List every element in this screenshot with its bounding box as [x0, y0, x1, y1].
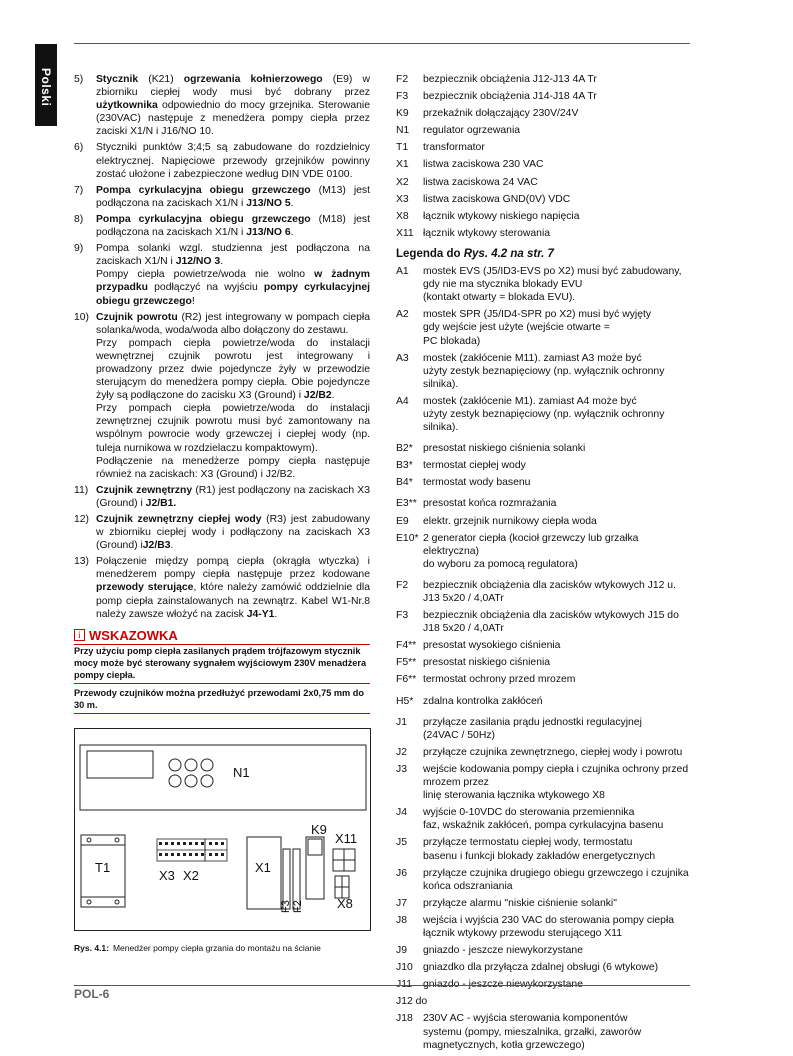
legend-title: Legenda do Rys. 4.2 na str. 7 — [396, 247, 554, 260]
legend-code: F4** — [396, 640, 417, 652]
legend-code: J8 — [396, 914, 407, 926]
legend-row — [396, 836, 696, 862]
legend-row — [396, 944, 696, 957]
legend-row — [396, 961, 696, 974]
legend-code: A2 — [396, 309, 409, 321]
list-item-number: 5) — [74, 74, 84, 85]
legend-code: F3 — [396, 610, 409, 622]
list-item-text: Pompa cyrkulacyjna obiegu grzewczego (M13) jest podłączona na zaciskach X1/N i J13/NO 5. — [96, 184, 370, 209]
legend-row — [396, 867, 696, 893]
legend-code: B3* — [396, 460, 413, 472]
legend-description: listwa zaciskowa 230 VAC — [423, 159, 544, 171]
legend-code: F5** — [396, 657, 417, 669]
legend-row — [396, 673, 696, 686]
left-column — [74, 73, 370, 717]
legend-row — [396, 639, 696, 652]
warning-line-2: Przewody czujników można przedłużyć przewodami 2x0,75 mm do 30 m. — [74, 687, 370, 714]
legend-description: łącznik wtykowy niskiego napięcia — [423, 210, 580, 222]
legend-row — [396, 442, 696, 455]
legend-description: 2 generator ciepła (kocioł grzewczy lub grzałka elektryczna) do wyboru za pomocą regulatora) — [423, 532, 639, 570]
legend-description: regulator ogrzewania — [423, 125, 521, 137]
legend-row — [396, 395, 696, 434]
list-item-number: 12) — [74, 514, 90, 525]
list-item — [74, 141, 370, 180]
legend-code: B4* — [396, 477, 413, 489]
legend-description: presostat niskiego ciśnienia — [423, 657, 551, 669]
legend-description: przyłącze alarmu "niskie ciśnienie solanki" — [423, 897, 617, 909]
list-item-text: Czujnik zewnętrzny ciepłej wody (R3) jest zabudowany w zbiorniku ciepłej wody i podłączony na zaciskach X3 (Ground) iJ2/B3. — [96, 514, 370, 552]
legend-code: E10* — [396, 532, 419, 544]
legend-code: E9 — [396, 515, 409, 527]
legend-description: łącznik wtykowy sterowania — [423, 227, 551, 239]
legend-description: mostek (zakłócenie M1). zamiast A4 może być użyty zestyk beznapięciowy (np. wyłącznik ochronny silnika). — [423, 395, 665, 434]
legend-description — [427, 995, 696, 1008]
legend-row — [396, 716, 696, 742]
legend-description: bezpiecznik obciążenia dla zacisków wtykowych J15 do J18 5x20 / 4,0ATr — [423, 610, 679, 635]
legend-description: presostat wysokiego ciśnienia — [423, 640, 561, 652]
legend-description: gniazdko dla przyłącza zdalnej obsługi (6 wtykowe) — [423, 962, 659, 974]
wall-mount-diagram — [74, 728, 371, 931]
legend-description: presostat niskiego ciśnienia solanki — [423, 443, 586, 455]
language-label: Polski — [39, 68, 54, 107]
legend-description: termostat wody basenu — [423, 477, 531, 489]
list-item-text: Styczniki punktów 3;4;5 są zabudowane do rozdzielnicy elektrycznej. Napięciowe przewody grzejników powinny zostać ułożone i zabezpieczone według DIN VDE 0100. — [96, 142, 370, 180]
warning-line-1: Przy użyciu pomp ciepła zasilanych prądem trójfazowym stycznik mocy może być sterowany sygnałem wyjściowym 230V menadżera pompy ciepła. — [74, 645, 370, 684]
warning-title: WSKAZOWKA — [89, 627, 178, 643]
legend-code: A3 — [396, 352, 409, 364]
legend-code: A1 — [396, 266, 409, 278]
language-tab — [35, 44, 57, 126]
list-item-number: 6) — [74, 142, 84, 154]
legend-row — [396, 308, 696, 347]
figure-caption — [74, 942, 321, 955]
list-item-text: Czujnik zewnętrzny (R1) jest podłączony na zaciskach X3 (Ground) i J2/B1. — [96, 484, 371, 509]
list-item — [74, 242, 370, 307]
legend-row — [396, 609, 696, 635]
legend-description: mostek SPR (J5/ID4-SPR po X2) musi być wyjęty gdy wejście jest użyte (wejście otwarte = PC blokada) — [423, 309, 652, 347]
legend-description: przyłącze czujnika drugiego obiegu grzewczego i czujnika końca odszraniania — [423, 867, 689, 892]
warning-body — [74, 645, 370, 714]
legend-row — [396, 995, 696, 1008]
list-item-number: 7) — [74, 184, 84, 196]
legend-description: listwa zaciskowa 24 VAC — [423, 176, 538, 188]
list-item-text: Pompa cyrkulacyjna obiegu grzewczego (M18) jest podłączona na zaciskach X1/N i J13/NO 6. — [96, 213, 370, 239]
legend-description: bezpiecznik obciążenia dla zacisków wtykowych J12 u. J13 5x20 / 4,0ATr — [423, 579, 676, 604]
legend-row — [396, 806, 696, 832]
legend-code: N1 — [396, 125, 410, 137]
legend-description: wejście kodowania pompy ciepła i czujnika ochrony przed mrozem przez linię sterowania łącznika wtykowego X8 — [423, 763, 689, 802]
legend-row — [396, 459, 696, 472]
list-item — [74, 484, 370, 510]
legend-description: przyłącze termostatu ciepłej wody, termostatu basenu i funkcji blokady zakładów energetycznych — [423, 837, 656, 862]
legend-description: gniazdo - jeszcze niewykorzystane — [423, 979, 583, 991]
legend-row — [396, 515, 696, 528]
legend-description: wejścia i wyjścia 230 VAC do sterowania pompy ciepła łącznik wtykowy przewodu sterującego X11 — [423, 914, 675, 939]
label-x3: X3 — [159, 868, 175, 883]
legend-description: wyjście 0-10VDC do sterowania przemiennika faz, wskaźnik zakłóceń, pompa cyrkulacyjna basenu — [423, 807, 664, 832]
component-list — [396, 73, 696, 240]
legend-description: przyłącze zasilania prądu jednostki regulacyjnej (24VAC / 50Hz) — [423, 716, 642, 741]
list-item-number: 11) — [74, 484, 89, 496]
legend-code: F2 — [396, 579, 409, 591]
legend-description: gniazdo - jeszcze niewykorzystane — [423, 945, 583, 957]
legend-row — [396, 476, 696, 489]
legend-code: J10 — [396, 962, 413, 974]
list-item-text: Czujnik powrotu (R2) jest integrowany w pompach ciepła solanka/woda, woda/woda albo dołączony do zestawu. Przy pompach ciepła powietrze/woda do instalacji wewnętrznej czujnik powrotu jest integrowany i prowadzony przez dwie pojedyncze żyły w przewodzie sterującym do menedżera pompy ciepła. Obie pojedyncze żyły są podłączone do zacisku X3 (Ground) i J2/B2. Przy pompach ciepła powietrze/woda do instalacji zewnętrznej czujnik powrotu musi być zamontowany na wspólnym powrocie wody grzewczej i ciepłej wody (np. tuleja nurnikowa w rozdzielaczu kompaktowym). Podłączenie na menedżerze pompy ciepła następuje również na zaciskach: X3 (Ground) i J2/B2. — [96, 311, 371, 480]
list-item-text: Pompa solanki wzgl. studzienna jest podłączona na zaciskach X1/N i J12/NO 3. Pompy ciepła powietrze/woda nie wolno w żadnym przypadku podłączyć na wyjściu pompy cyrkulacyjnej obiegu grzewczego! — [96, 243, 371, 307]
legend-code: J5 — [396, 837, 407, 849]
legend-code: X8 — [396, 210, 409, 222]
legend-description: mostek (zakłócenie M11). zamiast A3 może być użyty zestyk beznapięciowy (np. wyłącznik ochronny silnika). — [423, 352, 665, 390]
legend-code: A4 — [396, 395, 409, 407]
bottom-rule — [74, 985, 690, 986]
legend-description: zdalna kontrolka zakłóceń — [423, 695, 543, 707]
top-rule — [74, 43, 690, 44]
list-item-number: 10) — [74, 311, 90, 323]
label-x1: X1 — [255, 860, 271, 875]
legend-row — [396, 176, 696, 189]
list-item-number: 13) — [74, 556, 90, 568]
legend-row — [396, 914, 696, 940]
label-k9: K9 — [311, 822, 327, 837]
legend-row — [396, 352, 696, 391]
legend-code: K9 — [396, 108, 409, 120]
list-item — [74, 213, 370, 239]
legend-code: J11 — [396, 979, 412, 991]
legend-description: transformator — [423, 142, 485, 154]
legend-code: E3** — [396, 498, 417, 510]
legend-code: J6 — [396, 867, 407, 879]
label-x8: X8 — [337, 896, 353, 911]
legend-code: J1 — [396, 716, 407, 728]
legend-row — [396, 746, 696, 759]
list-item — [74, 555, 370, 620]
figure-caption-text: Menedżer pompy ciepła grzania do montażu na ścianie — [112, 943, 321, 953]
legend-code: J4 — [396, 807, 407, 819]
legend-row — [396, 695, 696, 708]
legend-code: J18 — [396, 1013, 413, 1025]
legend-code: J2 — [396, 746, 407, 758]
legend-description: presostat końca rozmrażania — [423, 498, 557, 510]
list-item-number: 9) — [74, 243, 84, 255]
legend-description: termostat ciepłej wody — [423, 460, 526, 472]
legend-code: J9 — [396, 945, 407, 957]
label-f2: F2 — [292, 900, 304, 913]
legend-code: T1 — [396, 142, 409, 154]
list-item — [74, 513, 370, 552]
list-item — [74, 73, 370, 138]
legend-row — [396, 124, 696, 137]
legend-code: B2* — [396, 443, 413, 455]
legend-code: F2 — [396, 74, 409, 85]
legend-row — [396, 497, 696, 510]
legend-row — [396, 897, 696, 910]
legend-code: F3 — [396, 91, 409, 103]
legend-code: F6** — [396, 674, 417, 686]
legend-row — [396, 1012, 696, 1051]
label-x2: X2 — [183, 868, 199, 883]
legend-description: termostat ochrony przed mrozem — [423, 674, 576, 686]
label-f3: F3 — [280, 900, 292, 913]
legend-row — [396, 193, 696, 206]
legend-description: przekaźnik dołączający 230V/24V — [423, 108, 579, 120]
legend-row — [396, 227, 696, 240]
legend-description: listwa zaciskowa GND(0V) VDC — [423, 193, 571, 205]
legend-code: X2 — [396, 176, 409, 188]
legend-description: bezpiecznik obciążenia J12-J13 4A Tr — [423, 74, 597, 85]
legend-description: 230V AC - wyjścia sterowania komponentów systemu (pompy, mieszalnika, grzałki, zaworów magnetycznych, kotła grzewczego) — [423, 1013, 642, 1051]
info-icon: i — [74, 629, 85, 641]
legend-code: J3 — [396, 763, 407, 775]
legend-list — [396, 265, 696, 1052]
legend-row — [396, 107, 696, 120]
legend-row — [396, 141, 696, 154]
legend-description: elektr. grzejnik nurnikowy ciepła woda — [423, 515, 597, 527]
legend-code: X1 — [396, 159, 409, 171]
legend-row — [396, 158, 696, 171]
label-x11: X11 — [335, 831, 358, 846]
legend-row — [396, 532, 696, 571]
legend-description: przyłącze czujnika zewnętrznego, ciepłej wody i powrotu — [423, 746, 683, 758]
legend-code: X11 — [396, 227, 414, 239]
list-item-text: Stycznik (K21) ogrzewania kołnierzowego (E9) w zbiorniku ciepłej wody musi być dobrany przez użytkownika odpowiednio do mocy grzejnika. Sterowanie (230VAC) następuje z menedżera pompy ciepła przez zaciski X1/N i J16/NO 10. — [96, 74, 370, 138]
list-item — [74, 184, 370, 210]
legend-description: bezpiecznik obciążenia J14-J18 4A Tr — [423, 91, 597, 103]
legend-code: H5* — [396, 695, 414, 707]
legend-code: J12 do — [396, 996, 428, 1008]
legend-row — [396, 90, 696, 103]
legend-row — [396, 656, 696, 669]
page-number: POL-6 — [74, 987, 110, 1001]
legend-row — [396, 763, 696, 802]
numbered-list — [74, 73, 370, 621]
label-n1: N1 — [233, 765, 250, 780]
legend-code: J7 — [396, 897, 407, 909]
legend-row — [396, 73, 696, 86]
legend-row — [396, 210, 696, 223]
legend-row — [396, 265, 696, 304]
right-column — [396, 73, 696, 1056]
legend-code: X3 — [396, 193, 409, 205]
legend-row — [396, 579, 696, 605]
legend-description: mostek EVS (J5/ID3-EVS po X2) musi być zabudowany, gdy nie ma stycznika blokady EVU (kontakt otwarty = blokada EVU). — [423, 266, 682, 304]
list-item-number: 8) — [74, 213, 84, 225]
warning-header — [74, 629, 370, 642]
list-item — [74, 311, 370, 481]
figure-caption-label: Rys. 4.1: — [74, 943, 109, 953]
list-item-text: Połączenie między pompą ciepła (okrągła wtyczka) i menedżerem pompy ciepła następuje przez kodowane przewody sterujące, które należy zamówić oddzielnie dla pomp ciepła zainstalowanych na zewnątrz. Kabel W1-Nr.8 należy zawsze włożyć na zacisk J4-Y1. — [96, 556, 370, 620]
label-t1: T1 — [95, 860, 111, 875]
